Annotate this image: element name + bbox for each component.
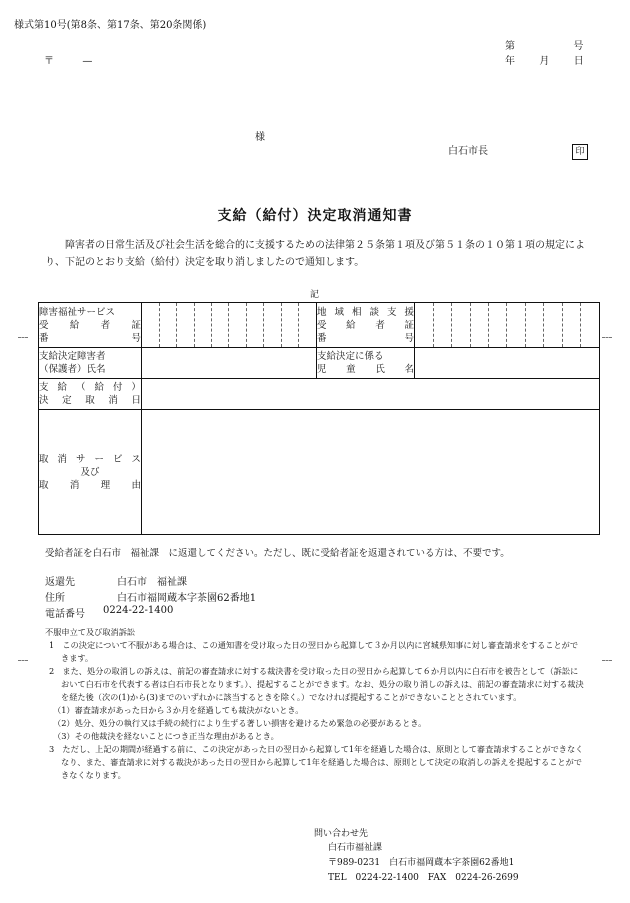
service-cert-line1: 障害福祉サービス: [39, 306, 116, 318]
consult-cert-line1: 地 域 相 談 支 援: [317, 306, 414, 318]
cancel-reason-line1: 取 消 サ ー ビ ス: [39, 453, 141, 465]
recipient-name-line2: （保護者）氏名: [39, 364, 106, 375]
return-phone-label: 電話番号: [45, 609, 85, 620]
cancel-reason-line2: 及び: [80, 466, 100, 478]
fold-mark-left-bottom: [18, 660, 28, 661]
fold-mark-left-top: [18, 337, 28, 338]
return-destination-value: 白石市 福祉課: [117, 577, 187, 588]
cancellation-form-table: [38, 302, 600, 535]
certificate-number-row: [39, 303, 600, 348]
postal-code-line: [44, 52, 92, 67]
recipient-name-line1: 支給決定障害者: [39, 351, 106, 362]
child-name-label: [317, 348, 415, 379]
return-instruction: 受給者証を白石市 福祉課 に返還してください。ただし、既に受給者証を返還されている方は、不要です。: [45, 548, 510, 559]
cancel-reason-line3: 取 消 理 由: [39, 479, 141, 491]
contact-department: 白石市福祉課: [328, 843, 383, 853]
appeal-sub-3: （3）その他裁決を経ないことにつき正当な理由があるとき。: [53, 731, 279, 741]
cancel-date-row: [39, 379, 600, 410]
cancel-reason-label: [39, 410, 142, 535]
notice-paragraph: 障害者の日常生活及び社会生活を総合的に支援するための法律第２５条第１項及び第５１条の１０第１項の規定により、下記のとおり支給（給付）決定を取り消しましたので通知します。: [45, 240, 585, 268]
service-cert-number-digits[interactable]: [142, 303, 317, 348]
service-cert-digit-boxes: [142, 303, 316, 347]
postal-dash: —: [82, 56, 93, 67]
appeal-item-2: 2 また、処分の取消しの訴えは、前記の審査請求に対する裁決書を受け取った日の翌日から起算して６か月以内に白石市を被告として（訴訟において白石市を代表する者は白石市長となります。）、提起することができます。なお、処分の取り消しの訴えは、前記の審査請求に対する裁決を経た後（次の(1)から(3)までのいずれかに該当するときを除く。）でなければ提起することができないこととされています。: [49, 666, 584, 702]
form-number: 様式第10号(第8条、第17条、第20条関係): [14, 20, 207, 31]
service-cert-number-label: [39, 303, 142, 348]
return-destination-label: 返還先: [45, 577, 75, 588]
appeal-heading: 不服申立て及び取消訴訟: [45, 627, 136, 637]
document-number-label: [505, 37, 583, 52]
return-address-label: 住所: [45, 593, 65, 604]
issuer-name: 白石市長: [448, 146, 488, 157]
addressee-suffix: 様: [255, 132, 265, 143]
name-row: [39, 348, 600, 379]
child-name-line1: 支給決定に係る: [317, 351, 384, 362]
contact-address: 〒989-0231 白石市福岡蔵本字茶園62番地1: [328, 858, 515, 868]
consult-cert-line2: 受 給 者 証: [317, 319, 414, 331]
contact-phone: TEL 0224-22-1400 FAX 0224-26-2699: [328, 873, 519, 883]
contact-heading: 問い合わせ先: [314, 829, 369, 839]
appeal-section: [45, 626, 585, 782]
consult-cert-number-label: [317, 303, 415, 348]
cancel-date-field[interactable]: [142, 379, 600, 410]
date-day-label: 日: [573, 56, 584, 67]
return-address-value: 白石市福岡蔵本字茶園62番地1: [117, 593, 257, 604]
child-name-field[interactable]: [415, 348, 600, 379]
return-phone-value: 0224-22-1400: [103, 605, 174, 616]
consult-cert-line3: 番 号: [317, 332, 414, 344]
ki-label: 記: [310, 290, 320, 300]
consult-cert-digit-boxes: [415, 303, 599, 347]
cancel-reason-field[interactable]: [142, 410, 600, 535]
appeal-item-3: 3 ただし、上記の期間が経過する前に、この決定があった日の翌日から起算して1年を経過した場合は、原則として審査請求することができなくなり、また、審査請求に対する裁決があった日の翌日から起算して1年を経過した場合は、原則として決定の取消しの訴えを提起することができなくなります。: [49, 744, 584, 780]
cancel-date-line1: 支 給 （ 給 付 ）: [39, 382, 141, 393]
date-year-label: 年: [505, 56, 515, 67]
recipient-name-label: [39, 348, 142, 379]
service-cert-line2: 受 給 者 証: [39, 319, 141, 331]
child-name-line2: 児 童 氏 名: [317, 364, 414, 375]
consult-cert-number-digits[interactable]: [415, 303, 600, 348]
cancel-date-line2: 決 定 取 消 日: [39, 395, 141, 406]
seal-stamp-char: 印: [572, 144, 588, 160]
cancel-reason-row: [39, 410, 600, 535]
service-cert-line3: 番 号: [39, 332, 141, 344]
cancel-date-label: [39, 379, 142, 410]
document-title: 支給（給付）決定取消通知書: [217, 208, 413, 224]
recipient-name-field[interactable]: [142, 348, 317, 379]
seal-stamp: [572, 139, 588, 160]
issue-date: [505, 52, 584, 67]
fold-mark-right-bottom: [602, 660, 612, 661]
number-suffix: 号: [573, 41, 584, 52]
appeal-item-1: 1 この決定について不服がある場合は、この通知書を受け取った日の翌日から起算して３か月以内に宮城県知事に対し審査請求をすることができます。: [49, 640, 579, 663]
postal-mark: 〒: [44, 56, 54, 67]
appeal-sub-1: （1）審査請求があった日から３か月を経過しても裁決がないとき。: [53, 705, 304, 715]
date-month-label: 月: [539, 56, 550, 67]
number-prefix: 第: [505, 41, 515, 52]
appeal-sub-2: （2）処分、処分の執行又は手続の続行により生ずる著しい損害を避けるため緊急の必要があるとき。: [53, 718, 427, 728]
fold-mark-right-top: [602, 337, 612, 338]
